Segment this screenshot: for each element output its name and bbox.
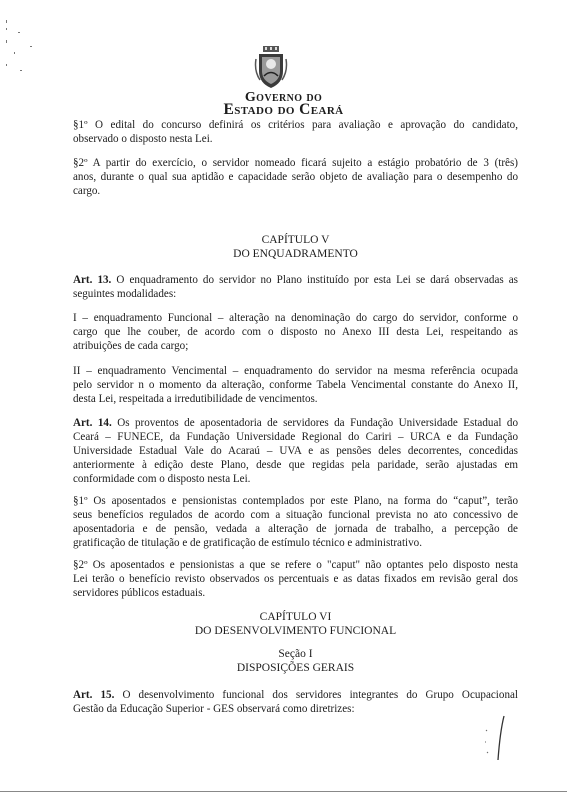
text-line: cargo. [73, 185, 101, 197]
scan-specks [4, 18, 54, 78]
text-line [73, 416, 518, 430]
chapter-6-title: CAPÍTULO VI [259, 611, 332, 623]
text-line [73, 273, 518, 287]
section-1-title: Seção I [278, 648, 313, 660]
paragraph-14-1 [73, 494, 518, 550]
text-line: observado o disposto nesta Lei. [73, 133, 213, 145]
government-line1: Governo do [244, 90, 323, 105]
text-line: §1º Os aposentados e pensionistas contemplados por este Plano, na forma do “caput”, terão [73, 495, 518, 507]
text-line: pelo servidor n o momento da alteração, conforme Tabela Vencimental constante do Anexo II, [73, 379, 518, 391]
text-line [73, 688, 518, 702]
state-coat-of-arms-icon [254, 45, 288, 89]
article-15-text: O desenvolvimento funcional dos servidores integrantes do Grupo Ocupacional [114, 689, 518, 701]
footer-rule [0, 791, 567, 792]
article-13-label: Art. 13. [73, 274, 112, 286]
article-14-text: Os proventos de aposentadoria de servidores da Fundação Universidade Estadual do [111, 417, 518, 429]
section-1-subtitle: DISPOSIÇÕES GERAIS [236, 662, 355, 674]
text-line: desta Lei, respeitada a irredutibilidade de vencimentos. [73, 393, 318, 405]
text-line: §2º Os aposentados e pensionistas a que se refere o "caput" não optantes pelo disposto nesta [73, 559, 518, 571]
text-line: §1º O edital do concurso definirá os critérios para avaliação e aprovação do candidato, [73, 119, 518, 131]
chapter-6-subtitle: DO DESENVOLVIMENTO FUNCIONAL [194, 625, 397, 637]
text-line: gratificação de titulação e de gratificação de estímulo técnico e administrativo. [73, 537, 422, 549]
text-line: anos, durante o qual sua aptidão e capacidade serão objeto de avaliação para o desempenho do [73, 171, 518, 183]
article-15 [73, 688, 518, 716]
text-line: Ceará – FUNECE, da Fundação Universidade Regional do Cariri – URCA e da Fundação [73, 431, 518, 443]
article-15-label: Art. 15. [73, 689, 115, 701]
text-line: atribuições de cada cargo; [73, 340, 189, 352]
paragraph-14-2 [73, 558, 518, 600]
chapter-5-title: CAPÍTULO V [261, 234, 330, 246]
initials-signature-icon [482, 712, 512, 764]
text-line: servidores públicos estaduais. [73, 587, 206, 599]
text-line: Lei terão o benefício revisto observados os percentuais e as datas fixados em revisão geral dos [73, 573, 518, 585]
text-line: seguintes modalidades: [73, 288, 177, 300]
paragraph-1 [73, 118, 518, 146]
article-13-text: O enquadramento do servidor no Plano instituído por esta Lei se dará observadas as [111, 274, 518, 286]
text-line: Universidade Estadual Vale do Acaraú – UVA e as pensões deles decorrentes, concedidas [73, 445, 518, 457]
article-14 [73, 416, 518, 486]
text-line: I – enquadramento Funcional – alteração na denominação do cargo do servidor, conforme o [73, 312, 518, 324]
text-line: anteriormente à edição deste Plano, desde que regidas pela paridade, serão ajustadas em [73, 459, 518, 471]
text-line: conformidade com o disposto nesta Lei. [73, 473, 251, 485]
paragraph-2 [73, 156, 518, 198]
item-2 [73, 364, 518, 406]
text-line: Gestão da Educação Superior - GES observará como diretrizes: [73, 703, 355, 715]
text-line: II – enquadramento Vencimental – enquadramento do servidor na mesma referência ocupada [73, 365, 518, 377]
text-line: §2º A partir do exercício, o servidor nomeado ficará sujeito a estágio probatório de 3 (três) [73, 157, 518, 169]
article-13 [73, 273, 518, 301]
chapter-5-subtitle: DO ENQUADRAMENTO [233, 248, 358, 260]
text-line: cargo que lhe couber, de acordo com o disposto no Anexo III desta Lei, respeitando as [73, 326, 518, 338]
government-line2: Estado do Ceará [223, 101, 344, 118]
text-line: seus benefícios regulados de acordo com a situação funcional prevista no ato concessivo de [73, 509, 518, 521]
article-14-label: Art. 14. [73, 417, 112, 429]
item-1 [73, 311, 518, 353]
text-line: aposentadoria e de pensão, vedada a alteração de jornada de trabalho, a percepção de [73, 523, 518, 535]
